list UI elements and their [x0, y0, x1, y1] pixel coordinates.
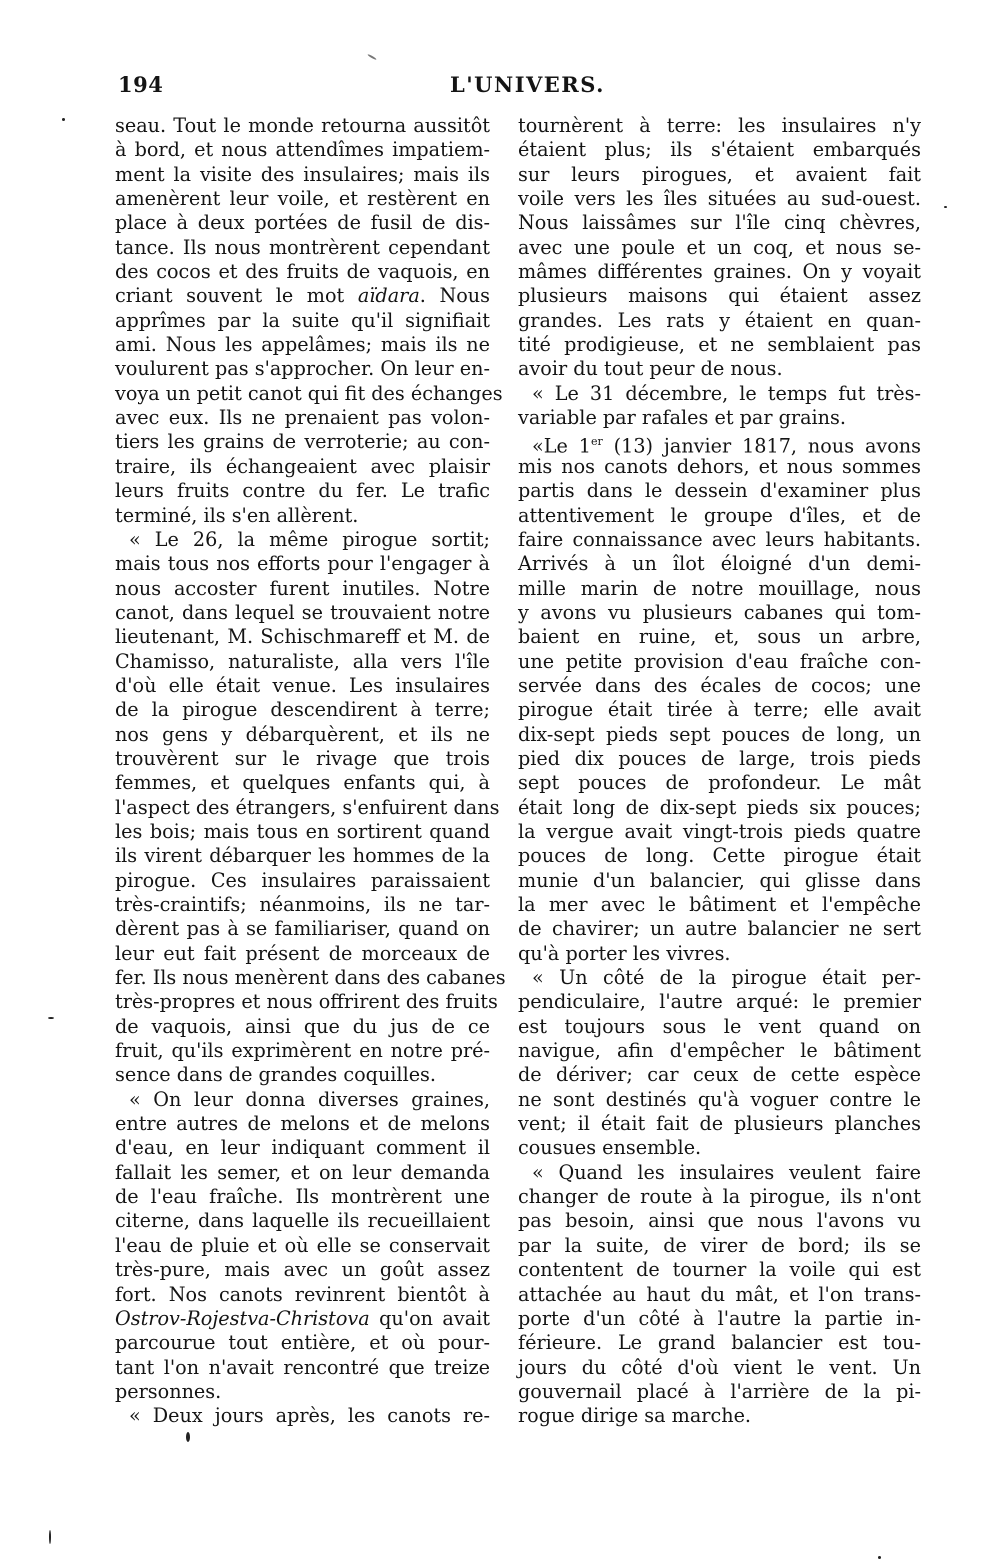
text-line: qu'à porter les vivres. — [518, 941, 731, 965]
text-line: mis nos canots dehors, et nous sommes — [518, 454, 921, 478]
text-line: pirogue. Ces insulaires paraissaient — [115, 868, 490, 892]
text-line: apprîmes par la suite qu'il signifiait — [115, 308, 490, 332]
text-line: très-craintifs; néanmoins, ils ne tar- — [115, 893, 490, 916]
text-line: « Quand les insulaires veulent faire — [532, 1160, 921, 1184]
text-line: d'eau, en leur indiquant comment il — [115, 1136, 490, 1160]
text-line: de l'eau fraîche. Ils montrèrent une — [115, 1185, 490, 1209]
text-line: grandes. Les rats y étaient en quan- — [518, 308, 921, 332]
text-line: faire connaissance avec leurs habitants. — [518, 527, 921, 551]
text-line: leur eut fait présent de morceaux de — [115, 941, 490, 965]
text-line: personnes. — [115, 1379, 222, 1403]
text-line: dèrent pas à se familiariser, quand on — [115, 917, 490, 941]
text-line: rogue dirige sa marche. — [518, 1404, 752, 1428]
text-line: sept pouces de profondeur. Le mât — [518, 771, 921, 795]
text-line: sur leurs pirogues, et avaient fait — [518, 162, 921, 186]
text-line: fruit, qu'ils exprimèrent en notre pré- — [115, 1039, 490, 1063]
text-line: ils virent débarquer les hommes de la — [115, 844, 490, 868]
text-line: d'où elle était venue. Les insulaires — [115, 673, 490, 697]
text-line: pouces de long. Cette pirogue était — [518, 844, 921, 868]
text-segment: criant souvent le mot — [115, 284, 358, 308]
text-line: très-propres et nous offrirent des fruits — [115, 990, 498, 1014]
text-line: est toujours sous le vent quand on — [518, 1014, 921, 1038]
text-segment: qu'on avait — [369, 1306, 490, 1330]
text-line: variable par rafales et par grains. — [518, 406, 846, 430]
text-line: mais tous nos efforts pour l'engager à — [115, 552, 490, 576]
text-line: « On leur donna diverses graines, — [129, 1087, 490, 1111]
text-line: très-pure, mais avec un goût assez — [115, 1258, 490, 1282]
text-line: « Deux jours après, les canots re- — [129, 1404, 490, 1428]
text-line: pas besoin, ainsi que nous l'avons vu — [518, 1209, 921, 1233]
text-line: de la pirogue descendirent à terre; — [115, 698, 490, 722]
text-line: ne sont destinés qu'à voguer contre le — [518, 1087, 921, 1111]
text-line — [518, 430, 921, 458]
text-line: jours du côté d'où vient le vent. Un — [518, 1355, 921, 1379]
text-line: des cocos et des fruits de vaquois, en — [115, 260, 490, 284]
text-line: mille marin de notre mouillage, nous — [518, 576, 921, 600]
text-line — [115, 284, 490, 308]
text-line: ment la visite des insulaires; mais ils — [115, 162, 490, 186]
text-line: attentivement le groupe d'îles, et de — [518, 503, 921, 527]
text-line: terminé, ils s'en allèrent. — [115, 503, 359, 527]
scan-artifact — [944, 206, 947, 208]
text-line: nous accoster furent inutiles. Notre — [115, 576, 490, 600]
text-line: de vaquois, ainsi que du jus de ce — [115, 1014, 490, 1038]
text-line: pirogue était tirée à terre; elle avait — [518, 698, 921, 722]
text-line: dix-sept pieds sept pouces de long, un — [518, 722, 921, 746]
text-line: tance. Ils nous montrèrent cependant — [115, 235, 490, 259]
running-title: L'UNIVERS. — [449, 72, 605, 97]
text-line: fer. Ils nous menèrent dans des cabanes — [115, 966, 506, 990]
italic-term: Ostrov-Rojestva-Christova — [115, 1306, 370, 1330]
text-line: fallait les semer, et on leur demanda — [115, 1160, 490, 1184]
text-line: avoir du tout peur de nous. — [518, 357, 783, 381]
text-line: vent; il était fait de plusieurs planches — [518, 1112, 921, 1136]
text-line: changer de route à la pirogue, ils n'ont — [518, 1185, 921, 1209]
text-line: « Le 26, la même pirogue sortit; — [129, 527, 490, 551]
text-line: parcourue tout entière, et où pour- — [115, 1331, 490, 1355]
text-line: navigue, afin d'empêcher le bâtiment — [518, 1039, 921, 1063]
text-line: mâmes différentes graines. On y voyait — [518, 260, 921, 284]
text-line: sence dans de grandes coquilles. — [115, 1063, 437, 1087]
text-line: pendiculaire, l'autre arqué: le premier — [518, 990, 921, 1014]
text-line: par la suite, de virer de bord; ils se — [518, 1233, 921, 1257]
text-line: étaient plus; ils s'étaient embarqués — [518, 138, 921, 162]
text-line: nos gens y débarquèrent, et ils ne — [115, 722, 490, 746]
left-text-column — [115, 114, 506, 1429]
text-line: de chavirer; un autre balancier ne sert — [518, 917, 921, 941]
text-line: traire, ils échangeaient avec plaisir — [115, 454, 490, 478]
text-line: gouvernail placé à l'arrière de la pi- — [518, 1379, 921, 1403]
text-line: voile vers les îles situées au sud-ouest. — [518, 187, 921, 211]
text-line: avec une poule et un coq, et nous se- — [518, 235, 921, 259]
scan-artifact — [62, 118, 65, 121]
text-line: lieutenant, M. Schischmareff et M. de — [115, 625, 490, 649]
text-line — [115, 1307, 490, 1331]
text-line: avec eux. Ils ne prenaient pas volon- — [115, 406, 490, 430]
text-line: seau. Tout le monde retourna aussitôt — [115, 114, 490, 137]
superscript: er — [590, 435, 603, 449]
text-segment: (13) janvier 1817, nous avons — [602, 434, 921, 458]
page-header — [115, 72, 920, 102]
text-line: « Un côté de la pirogue était per- — [532, 966, 921, 990]
right-text-column — [518, 114, 921, 1429]
text-line: cousues ensemble. — [518, 1136, 702, 1160]
text-line: Arrivés à un îlot éloigné d'un demi- — [518, 552, 921, 576]
text-line: voulurent pas s'approcher. On leur en- — [115, 357, 490, 381]
text-line: entre autres de melons et de melons — [115, 1112, 490, 1136]
text-segment: . Nous — [419, 284, 490, 308]
text-line: femmes, et quelques enfants qui, à — [115, 771, 490, 795]
text-line: pied dix pouces de large, trois pieds — [518, 746, 921, 770]
scan-artifact — [367, 54, 377, 61]
scan-artifact — [186, 1432, 190, 1442]
text-line: tité prodigieuse, et ne semblaient pas — [518, 333, 921, 357]
text-line: « Le 31 décembre, le temps fut très- — [532, 381, 921, 405]
text-line: Chamisso, naturaliste, alla vers l'île — [115, 649, 490, 673]
text-line: ami. Nous les appelâmes; mais ils ne — [115, 333, 490, 357]
text-line: l'aspect des étrangers, s'enfuirent dans — [115, 795, 500, 819]
text-line: contentent de tourner la voile qui est — [518, 1258, 921, 1282]
text-line: trouvèrent sur le rivage que trois — [115, 746, 490, 770]
text-segment: «Le 1 — [532, 434, 591, 458]
text-line: baient en ruine, et, sous un arbre, — [518, 625, 921, 649]
text-line: Nous laissâmes sur l'île cinq chèvres, — [518, 211, 921, 235]
text-line: une petite provision d'eau fraîche con- — [518, 649, 921, 673]
text-line: férieure. Le grand balancier est tou- — [518, 1331, 921, 1355]
text-line: citerne, dans laquelle ils recueillaient — [115, 1209, 490, 1233]
text-line: attachée au haut du mât, et l'on trans- — [518, 1282, 921, 1306]
text-line: tant l'on n'avait rencontré que treize — [115, 1355, 490, 1379]
text-line: les bois; mais tous en sortirent quand — [115, 819, 490, 843]
text-line: porte d'un côté à l'autre la partie in- — [518, 1306, 921, 1330]
text-line: de dériver; car ceux de cette espèce — [518, 1063, 921, 1087]
text-line: tournèrent à terre: les insulaires n'y — [518, 114, 921, 137]
text-line: amenèrent leur voile, et restèrent en — [115, 187, 490, 211]
text-line: place à deux portées de fusil de dis- — [115, 211, 490, 235]
text-line: tiers les grains de verroterie; au con- — [115, 430, 490, 454]
text-line: partis dans le dessein d'examiner plus — [518, 479, 921, 503]
text-line: la vergue avait vingt-trois pieds quatre — [518, 819, 921, 843]
scan-artifact — [878, 1556, 881, 1559]
text-line: servée dans des écales de cocos; une — [518, 673, 921, 697]
text-line: était long de dix-sept pieds six pouces; — [518, 795, 921, 819]
text-line: à bord, et nous attendîmes impatiem- — [115, 138, 490, 162]
text-line: plusieurs maisons qui étaient assez — [518, 284, 921, 308]
scan-artifact — [49, 1530, 51, 1544]
text-line: la mer avec le bâtiment et l'empêche — [518, 893, 921, 916]
text-line: munie d'un balancier, qui glisse dans — [518, 868, 921, 892]
scan-artifact — [48, 1017, 54, 1019]
text-line: fort. Nos canots revinrent bientôt à — [115, 1282, 490, 1306]
text-line: leurs fruits contre du fer. Le trafic — [115, 479, 490, 503]
page-number: 194 — [118, 72, 164, 97]
text-line: y avons vu plusieurs cabanes qui tom- — [518, 600, 921, 624]
text-line: l'eau de pluie et où elle se conservait — [115, 1233, 490, 1257]
text-line: canot, dans lequel se trouvaient notre — [115, 600, 490, 624]
text-line: voya un petit canot qui fit des échanges — [115, 381, 503, 405]
italic-term: aïdara — [357, 284, 420, 308]
